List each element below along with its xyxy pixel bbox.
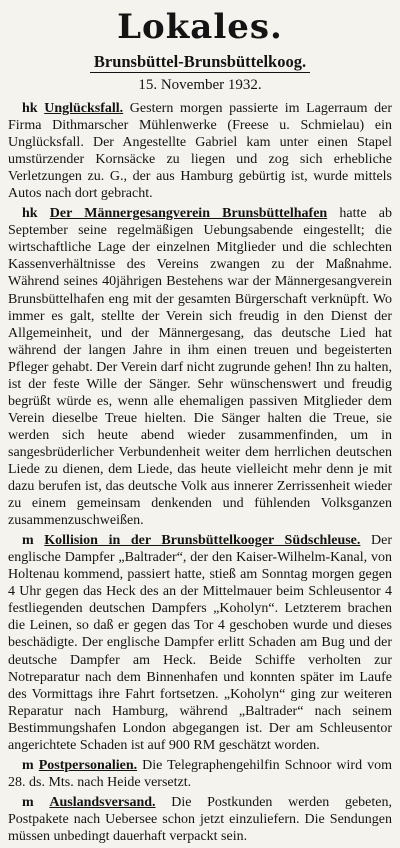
article-kicker: hk (22, 101, 38, 116)
section-masthead: Lokales. (117, 7, 283, 47)
article-body: Die Telegraphengehilfin Schnoor wird vom 28. ds. Mts. nach Heide versetzt. (8, 757, 393, 790)
article-kicker: m (22, 533, 34, 549)
article-kicker: hk (22, 206, 38, 222)
article-body: Der englische Dampfer „Baltrader“, der den Kaiser-Wilhelm-Kanal, von Holtenau kommend, passiert hatte, stieß am Sonntag morgen gegen 4 Uhr gegen das Heck des an der Mittelmauer beim Schleusentor 4 festliegenden deutschen Dampfers „Koholyn“. Letzterem brachen die Leinen, so daß er gegen das Tor 4 geschoben wurde und dieses beschädigte. Der englische Dampfer erlitt Schaden am Bug und der deutsche Dampfer am Heck. Beide Schiffe verholten zur Notreparatur nach dem Binnenhafen und konnten später im Laufe des Vormittags ihre Fahrt fortsetzen. „Koholyn“ ging zur weiteren Reparatur nach Hamburg, während „Baltrader“ nach seinem Bestimmungshafen London abgegangen ist. Der am Schleusentor angerichtete Schaden ist auf 900 RM geschätzt worden. (8, 533, 393, 753)
article-body: hatte ab September seine regelmäßigen Uebungsabende eingestellt; die wirtschaftliche Lage der einzelnen Mitglieder und die schlechten Kassenverhältnisse des Vereins zwangen zu der Maßnahme. Während seines 40jährigen Bestehens war der Männergesangverein Brunsbüttelhafen eng mit der gesamten Bürgerschaft verknüpft. Wo immer es galt, stellte der Verein sich freudig in den Dienst der Allgemeinheit, und der Männergesang, das deutsche Lied hat während der langen Jahre in ihm einen treuen und begeisterten Pfleger gehabt. Der Verein darf nicht zugrunde gehen! Ihn zu halten, ist der feste Wille der Sänger. Sehr wünschenswert und freudig begrüßt würde es, wenn alle ehemaligen passiven Mitglieder dem Verein dieselbe Treue hielten. Die Sänger halten die Treue, sie werden sich heute abend wieder zusammenfinden, um in sangesbrüderlicher Verbundenheit weiter dem herrlichen deutschen Liede zu dienen, dem Liede, das heute vielleicht mehr denn je mit dazu berufen ist, das deutsche Volk aus innerer Zerrissenheit wieder zu einem gemeinsam denkenden und fühlenden Volksganzen zusammenzuschweißen. (8, 206, 393, 529)
locality-subhead-text: Brunsbüttel-Brunsbüttelkoog. (90, 52, 310, 73)
article-overseas-shipping (8, 794, 392, 845)
article-kicker: m (22, 794, 34, 810)
article-lead: Kollision in der Brunsbüttelkooger Südschleuse. (44, 533, 361, 549)
article-lead: Postpersonalien. (38, 757, 138, 773)
article-postal-staff (8, 757, 392, 791)
article-lead: Der Männergesangverein Brunsbüttelhafen (49, 206, 328, 222)
article-kicker: m (22, 757, 34, 773)
locality-subhead (8, 52, 392, 72)
article-lead: Auslandsversand. (49, 794, 156, 810)
dateline: 15. November 1932. (138, 77, 262, 93)
article-body: Die Postkunden werden gebeten, Postpakete nach Uebersee schon jetzt einzuliefern. Die Sendungen müssen unbedingt dauerhaft verpackt sein. (8, 794, 392, 844)
article-accident (8, 100, 392, 202)
article-body: Gestern morgen passierte im Lagerraum der Firma Dithmarscher Mühlenwerke (Freese u. Schmielau) ein Unglücksfall. Der Angestellte Gabriel kam unter einen Stapel umstürzender Kornsäcke zu liegen und zog sich erhebliche Verletzungen zu. G., der aus Hamburg gebürtig ist, wurde mittels Autos nach dort gebracht. (8, 101, 393, 202)
article-lead: Unglücksfall. (44, 101, 124, 116)
article-choir (8, 205, 392, 529)
article-column (8, 100, 392, 845)
article-collision (8, 532, 392, 754)
